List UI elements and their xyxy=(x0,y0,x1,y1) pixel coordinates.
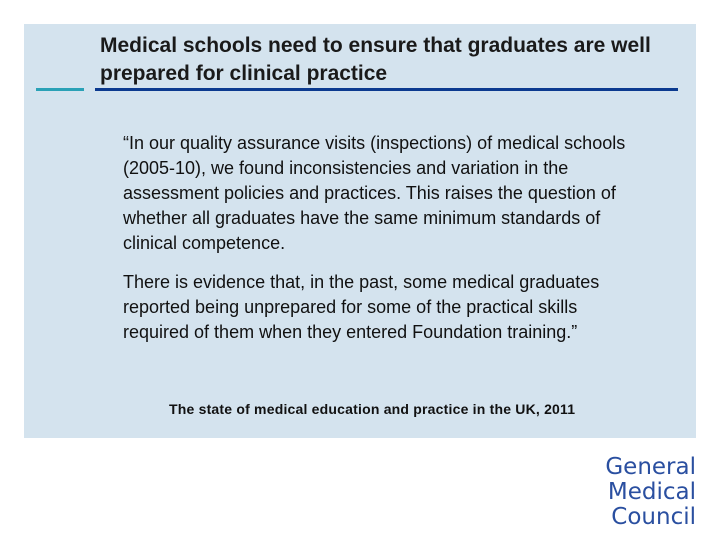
quote-paragraph-1: “In our quality assurance visits (inspections) of medical schools (2005-10), we found inconsistencies and variation in the assessment policies and practices. This raises the question of whether all graduates have the same minimum standards of clinical competence. xyxy=(123,133,626,253)
slide-title: Medical schools need to ensure that graduates are well prepared for clinical practice xyxy=(100,34,651,85)
logo-line-council: Council xyxy=(611,504,696,530)
quote-paragraph-2: There is evidence that, in the past, some medical graduates reported being unprepared for some of the practical skills required of them when they entered Foundation training.” xyxy=(123,272,600,342)
logo-line-medical: Medical xyxy=(607,479,696,505)
logo-line-general: General xyxy=(605,454,696,480)
title-accent-rule-short xyxy=(36,88,84,91)
title-accent-rule-long xyxy=(95,88,678,91)
gmc-logo xyxy=(605,455,696,530)
quote-source: The state of medical education and practice in the UK, 2011 xyxy=(169,401,576,417)
